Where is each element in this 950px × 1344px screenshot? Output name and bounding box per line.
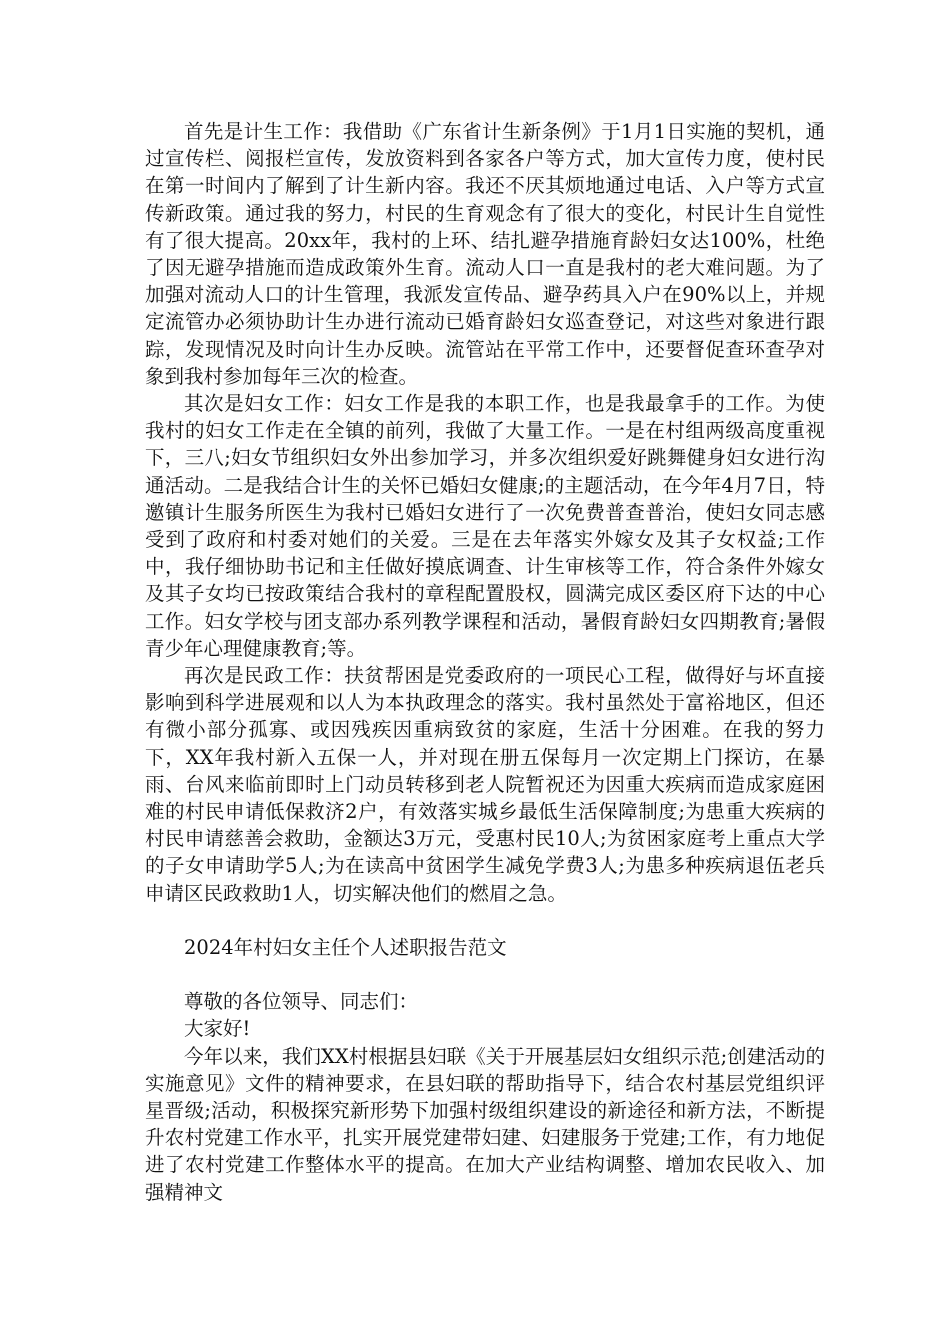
- salutation: 尊敬的各位领导、同志们：: [184, 990, 419, 1014]
- section-spacer: [145, 961, 825, 988]
- paragraph-family-planning: 首先是计生工作：我借助《广东省计生新条例》于1月1日实施的契机，通过宣传栏、阅报栏宣传，发放资料到各家各户等方式，加大宣传力度，使村民在第一时间内了解到了计生新内容。我还不厌其烦地通过电话、入户等方式宣传新政策。通过我的努力，村民的生育观念有了很大的变化，村民计生自觉性有了很大提高。20xx年，我村的上环、结扎避孕措施育龄妇女达100%，杜绝了因无避孕措施而造成政策外生育。流动人口一直是我村的老大难问题。为了加强对流动人口的计生管理，我派发宣传品、避孕药具入户在90%以上，并规定流管办必须协助计生办进行流动已婚育龄妇女巡查登记，对这些对象进行跟踪，发现情况及时向计生办反映。流管站在平常工作中，还要督促查环查孕对象到我村参加每年三次的检查。: [145, 120, 825, 388]
- greeting: 大家好!: [184, 1017, 251, 1041]
- paragraph-civil-affairs: 再次是民政工作：扶贫帮困是党委政府的一项民心工程，做得好与坏直接影响到科学进展观和以人为本执政理念的落实。我村虽然处于富裕地区，但还有微小部分孤寡、或因残疾因重病致贫的家庭，生活十分困难。在我的努力下，XX年我村新入五保一人，并对现在册五保每月一次定期上门探访，在暴雨、台风来临前即时上门动员转移到老人院暂祝还为因重大疾病而造成家庭困难的村民申请低保救济2户，有效落实城乡最低生活保障制度;为患重大疾病的村民申请慈善会救助，金额达3万元，受惠村民10人;为贫困家庭考上重点大学的子女申请助学5人;为在读高中贫困学生减免学费3人;为患多种疾病退伍老兵申请区民政救助1人，切实解决他们的燃眉之急。: [145, 664, 825, 905]
- paragraph-intro: 今年以来，我们XX村根据县妇联《关于开展基层妇女组织示范;创建活动的实施意见》文件的精神要求，在县妇联的帮助指导下，结合农村基层党组织评星晋级;活动，积极探究新形势下加强村级组织建设的新途径和新方法，不断提升农村党建工作水平，扎实开展党建带妇建、妇建服务于党建;工作，有力地促进了农村党建工作整体水平的提高。在加大产业结构调整、增加农民收入、加强精神文: [145, 1044, 825, 1204]
- paragraph-women-work: 其次是妇女工作：妇女工作是我的本职工作，也是我最拿手的工作。为使我村的妇女工作走在全镇的前列，我做了大量工作。一是在村组两级高度重视下，三八;妇女节组织妇女外出参加学习，并多次组织爱好跳舞健身妇女进行沟通活动。二是我结合计生的关怀已婚妇女健康;的主题活动，在今年4月7日，特邀镇计生服务所医生为我村已婚妇女进行了一次免费普查普治，使妇女同志感受到了政府和村委对她们的关爱。三是在去年落实外嫁女及其子女权益;工作中，我仔细协助书记和主任做好摸底调查、计生审核等工作，符合条件外嫁女及其子女均已按政策结合我村的章程配置股权，圆满完成区委区府下达的中心工作。妇女学校与团支部办系列教学课程和活动，暑假育龄妇女四期教育;暑假青少年心理健康教育;等。: [145, 392, 825, 660]
- section-title: 2024年村妇女主任个人述职报告范文: [184, 935, 507, 959]
- document-page: [145, 118, 825, 1206]
- section-spacer: [145, 907, 825, 934]
